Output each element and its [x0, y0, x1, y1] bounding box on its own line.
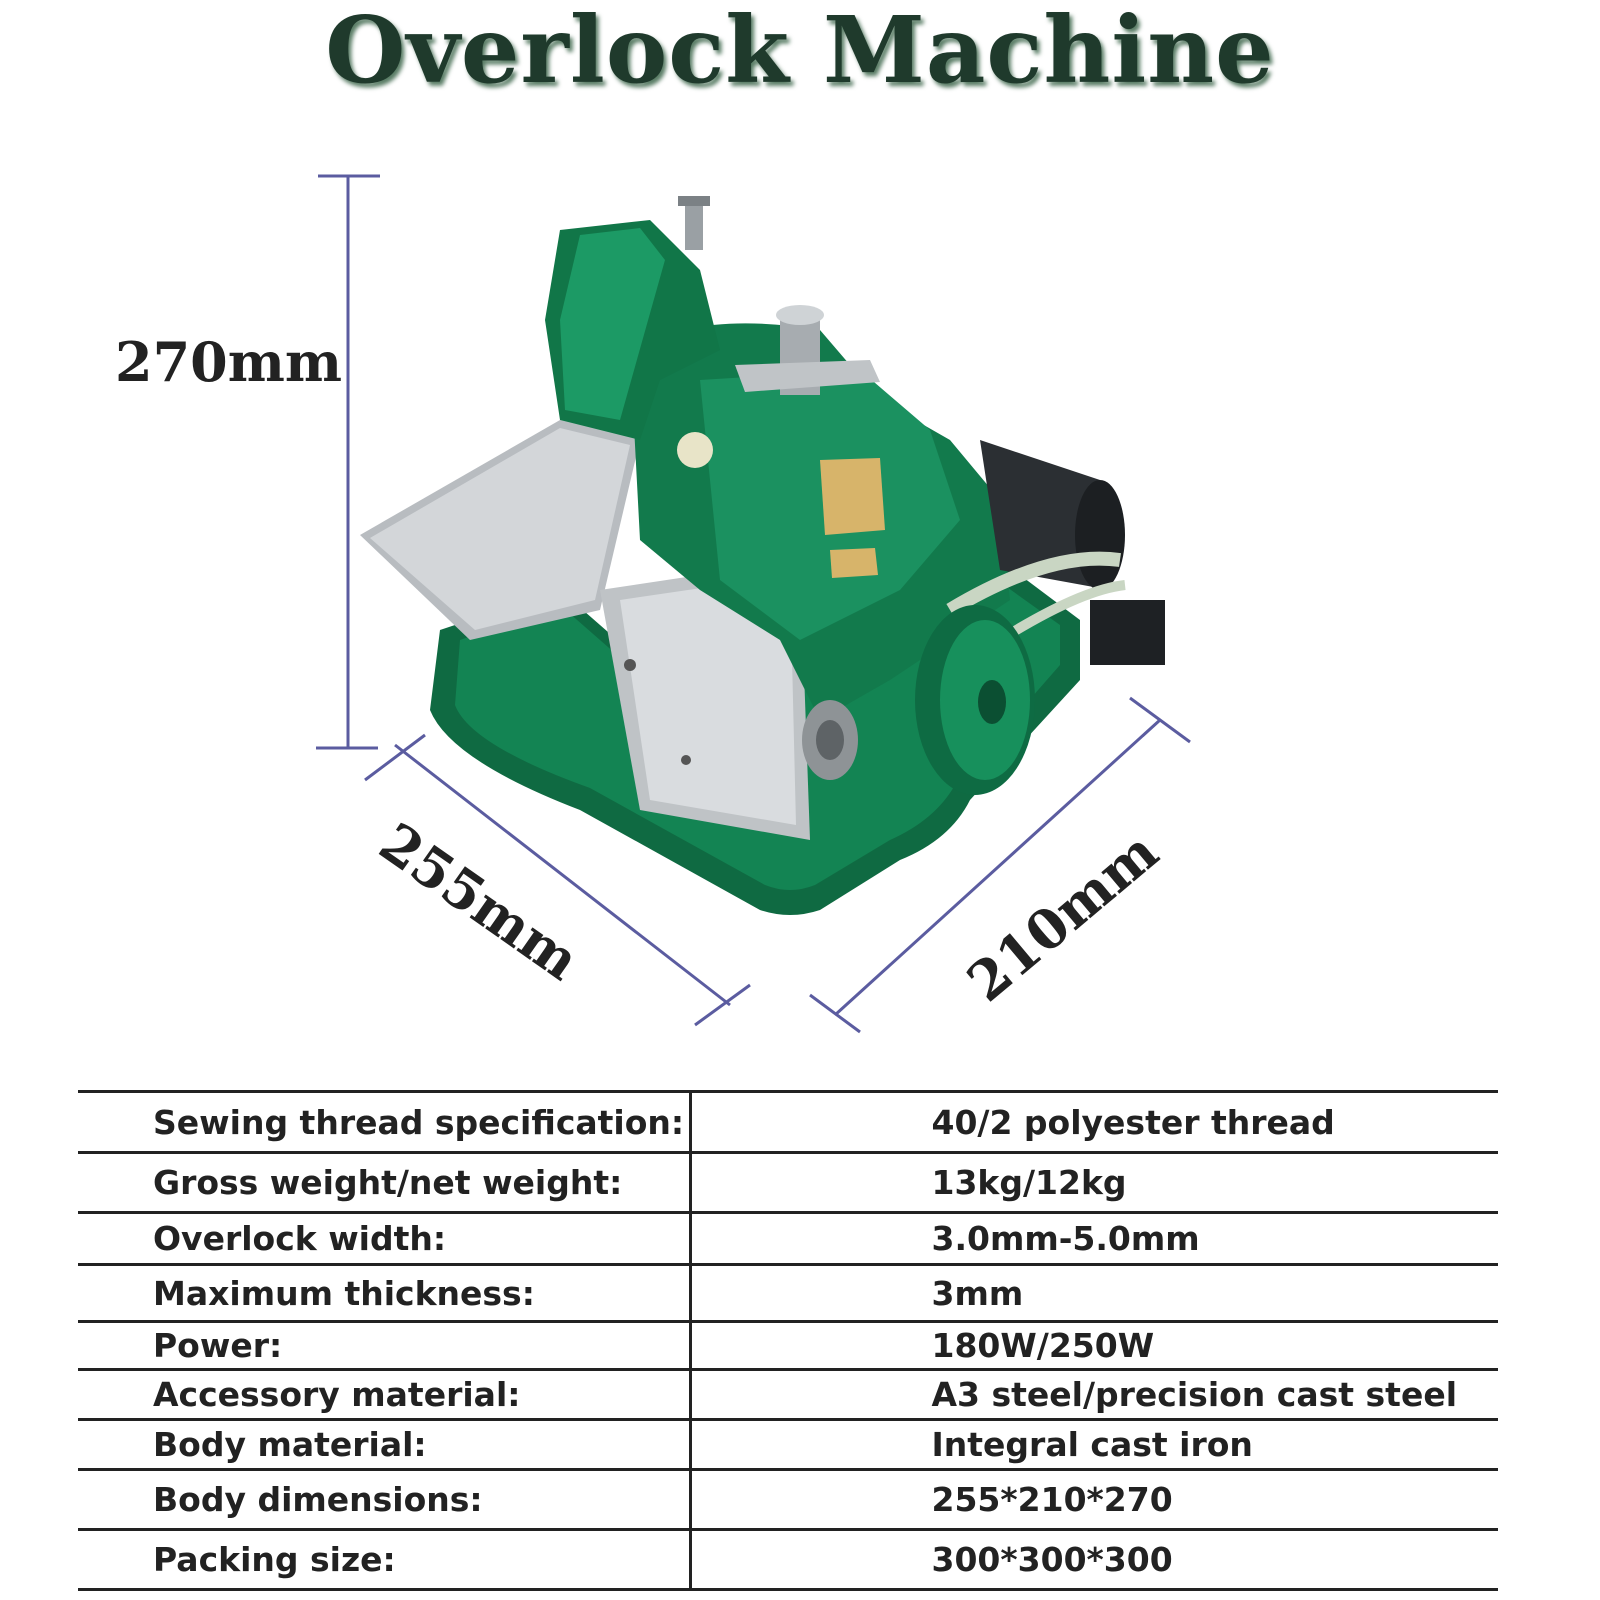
spec-value: 3.0mm-5.0mm [690, 1213, 1498, 1265]
spec-label: Body dimensions: [153, 1480, 483, 1519]
spec-value: Integral cast iron [690, 1420, 1498, 1470]
spec-label: Sewing thread specification: [153, 1102, 685, 1142]
spec-value: 3mm [690, 1265, 1498, 1322]
spec-value: 180W/250W [690, 1322, 1498, 1370]
overlock-machine-illustration [0, 120, 1600, 1080]
table-row [78, 1370, 1498, 1420]
motor-switch [1090, 600, 1165, 665]
spec-value: 13kg/12kg [690, 1153, 1498, 1213]
spec-label: Packing size: [153, 1540, 396, 1579]
table-row [78, 1153, 1498, 1213]
machine-figure [0, 120, 1600, 1080]
spec-table [78, 1090, 1498, 1591]
table-row [78, 1420, 1498, 1470]
table-row [78, 1322, 1498, 1370]
table-row [78, 1213, 1498, 1265]
table-row [78, 1470, 1498, 1530]
spec-label: Overlock width: [153, 1219, 447, 1258]
spec-value: 255*210*270 [690, 1470, 1498, 1530]
spec-value: A3 steel/precision cast steel [690, 1370, 1498, 1420]
height-dimension: 270mm [115, 330, 342, 394]
table-row [78, 1092, 1498, 1153]
table-row [78, 1530, 1498, 1590]
width-dimension: 255mm [368, 810, 591, 993]
spec-label: Accessory material: [153, 1375, 521, 1414]
spec-label: Maximum thickness: [153, 1273, 535, 1313]
table-row [78, 1265, 1498, 1322]
spec-label: Power: [153, 1326, 283, 1365]
spec-value: 300*300*300 [690, 1530, 1498, 1590]
spec-value: 40/2 polyester thread [690, 1092, 1498, 1153]
spec-label: Body material: [153, 1425, 427, 1464]
spec-label: Gross weight/net weight: [153, 1163, 623, 1202]
depth-dimension: 210mm [955, 819, 1171, 1015]
brand-badge [820, 458, 885, 535]
page-title: Overlock Machine [325, 0, 1275, 104]
